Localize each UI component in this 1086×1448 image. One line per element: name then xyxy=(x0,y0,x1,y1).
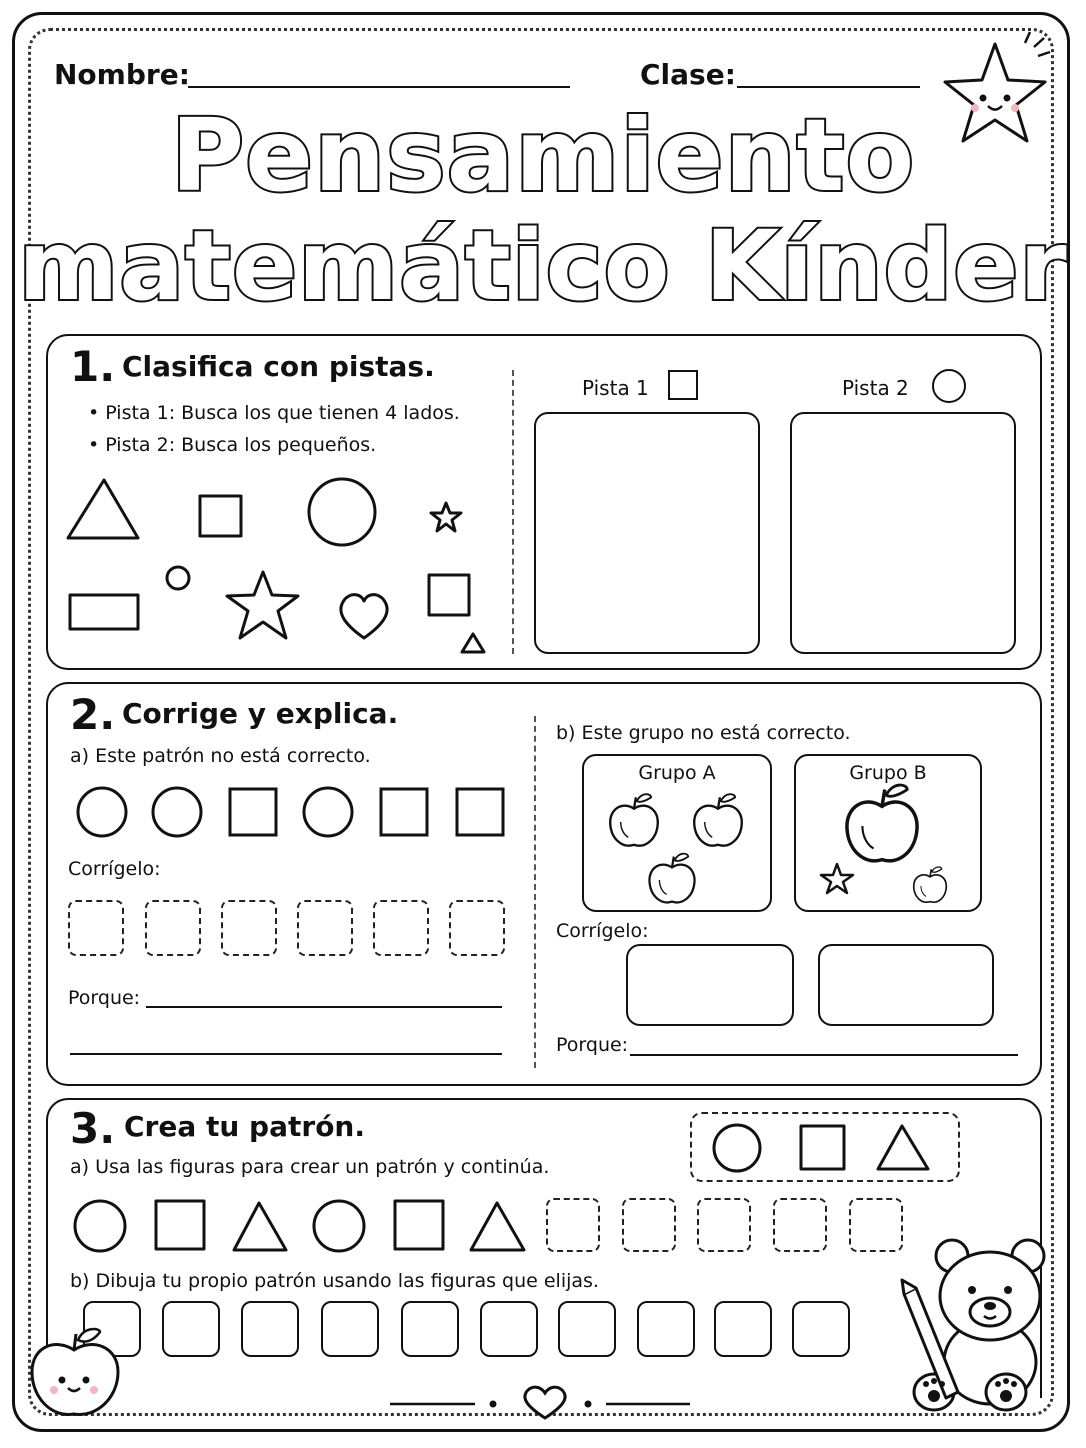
large-triangle-shape xyxy=(68,480,138,538)
section-3-title: Crea tu patrón. xyxy=(124,1110,365,1143)
fix-group-box-2[interactable] xyxy=(818,944,994,1026)
clue-1-answer-box[interactable] xyxy=(534,412,760,654)
small-star-shape xyxy=(431,503,461,531)
large-circle-shape xyxy=(309,479,375,545)
clue-2-answer-box[interactable] xyxy=(790,412,1016,654)
draw-slot[interactable] xyxy=(162,1301,220,1357)
name-label: Nombre: xyxy=(54,58,190,91)
pattern-continue-slot[interactable] xyxy=(622,1198,676,1252)
section-2-number: 2. xyxy=(70,690,116,739)
apple-icon xyxy=(694,794,742,845)
fix-slot[interactable] xyxy=(145,900,201,956)
section-1-title: Clasifica con pistas. xyxy=(122,350,435,383)
pattern-continue-slot[interactable] xyxy=(546,1198,600,1252)
footer-decoration xyxy=(390,1386,700,1422)
large-apple-icon xyxy=(847,785,917,861)
teddy-bear-icon xyxy=(894,1232,1054,1418)
apple-icon xyxy=(649,854,694,903)
draw-slot[interactable] xyxy=(558,1301,616,1357)
shape-bank-shapes xyxy=(690,1112,960,1182)
because-label-b: Porque: xyxy=(556,1034,629,1056)
group-drawings xyxy=(582,754,982,912)
name-field[interactable] xyxy=(188,86,570,88)
incorrect-pattern xyxy=(70,782,510,842)
section-1-number: 1. xyxy=(70,342,116,391)
fix-group-box-1[interactable] xyxy=(626,944,794,1026)
fix-slot[interactable] xyxy=(449,900,505,956)
apple-icon xyxy=(610,794,658,845)
circle-icon xyxy=(932,369,966,403)
square-icon xyxy=(668,370,698,400)
draw-slot[interactable] xyxy=(401,1301,459,1357)
clue-2-label: Pista 2 xyxy=(842,376,909,400)
star-icon xyxy=(821,864,853,893)
section-2-title: Corrige y explica. xyxy=(122,697,399,730)
small-apple-icon xyxy=(914,867,947,902)
group-a-label: Grupo A xyxy=(638,762,716,784)
section-2-divider xyxy=(534,716,536,1068)
bullet-1: • Pista 1: Busca los que tienen 4 lados. xyxy=(88,402,460,424)
pattern-continue-slot[interactable] xyxy=(697,1198,751,1252)
draw-slot[interactable] xyxy=(714,1301,772,1357)
fix-slot[interactable] xyxy=(221,900,277,956)
because-line-a-2[interactable] xyxy=(70,1053,502,1055)
fix-slot[interactable] xyxy=(68,900,124,956)
large-star-shape xyxy=(227,572,298,638)
because-label-a: Porque: xyxy=(68,987,141,1009)
fix-label-b: Corrígelo: xyxy=(556,920,649,942)
part-a-instruction: a) Este patrón no está correcto. xyxy=(70,745,371,767)
draw-slot[interactable] xyxy=(321,1301,379,1357)
draw-slot[interactable] xyxy=(480,1301,538,1357)
title-line-2: matemático Kínder xyxy=(18,210,1068,322)
because-line-a-1[interactable] xyxy=(146,1006,502,1008)
small-circle-shape xyxy=(167,567,189,589)
draw-slot[interactable] xyxy=(241,1301,299,1357)
draw-slot[interactable] xyxy=(792,1301,850,1357)
part-3b-instruction: b) Dibuja tu propio patrón usando las figuras que elijas. xyxy=(70,1270,599,1292)
smiling-apple-icon xyxy=(26,1322,126,1422)
group-b-label: Grupo B xyxy=(849,762,927,784)
heart-icon xyxy=(525,1387,565,1418)
class-field[interactable] xyxy=(737,86,920,88)
part-b-instruction: b) Este grupo no está correcto. xyxy=(556,722,851,744)
small-triangle-shape xyxy=(462,634,484,652)
heart-shape xyxy=(341,595,387,638)
bullet-2: • Pista 2: Busca los pequeños. xyxy=(88,434,377,456)
fix-label-a: Corrígelo: xyxy=(68,858,161,880)
part-3a-instruction: a) Usa las figuras para crear un patrón y continúa. xyxy=(70,1156,550,1178)
rectangle-shape xyxy=(70,595,138,629)
square-shape-2 xyxy=(429,575,469,615)
section-1-divider xyxy=(512,370,514,654)
pattern-sequence xyxy=(70,1194,540,1258)
because-line-b[interactable] xyxy=(630,1054,1018,1056)
fix-slot[interactable] xyxy=(373,900,429,956)
square-shape xyxy=(200,496,241,536)
section-3-number: 3. xyxy=(70,1104,116,1153)
clue-1-label: Pista 1 xyxy=(582,376,649,400)
class-label: Clase: xyxy=(640,58,736,91)
fix-slot[interactable] xyxy=(297,900,353,956)
pattern-continue-slot[interactable] xyxy=(773,1198,827,1252)
draw-slot[interactable] xyxy=(637,1301,695,1357)
title-line-1: Pensamiento xyxy=(170,97,916,214)
shapes-to-classify xyxy=(60,470,500,660)
